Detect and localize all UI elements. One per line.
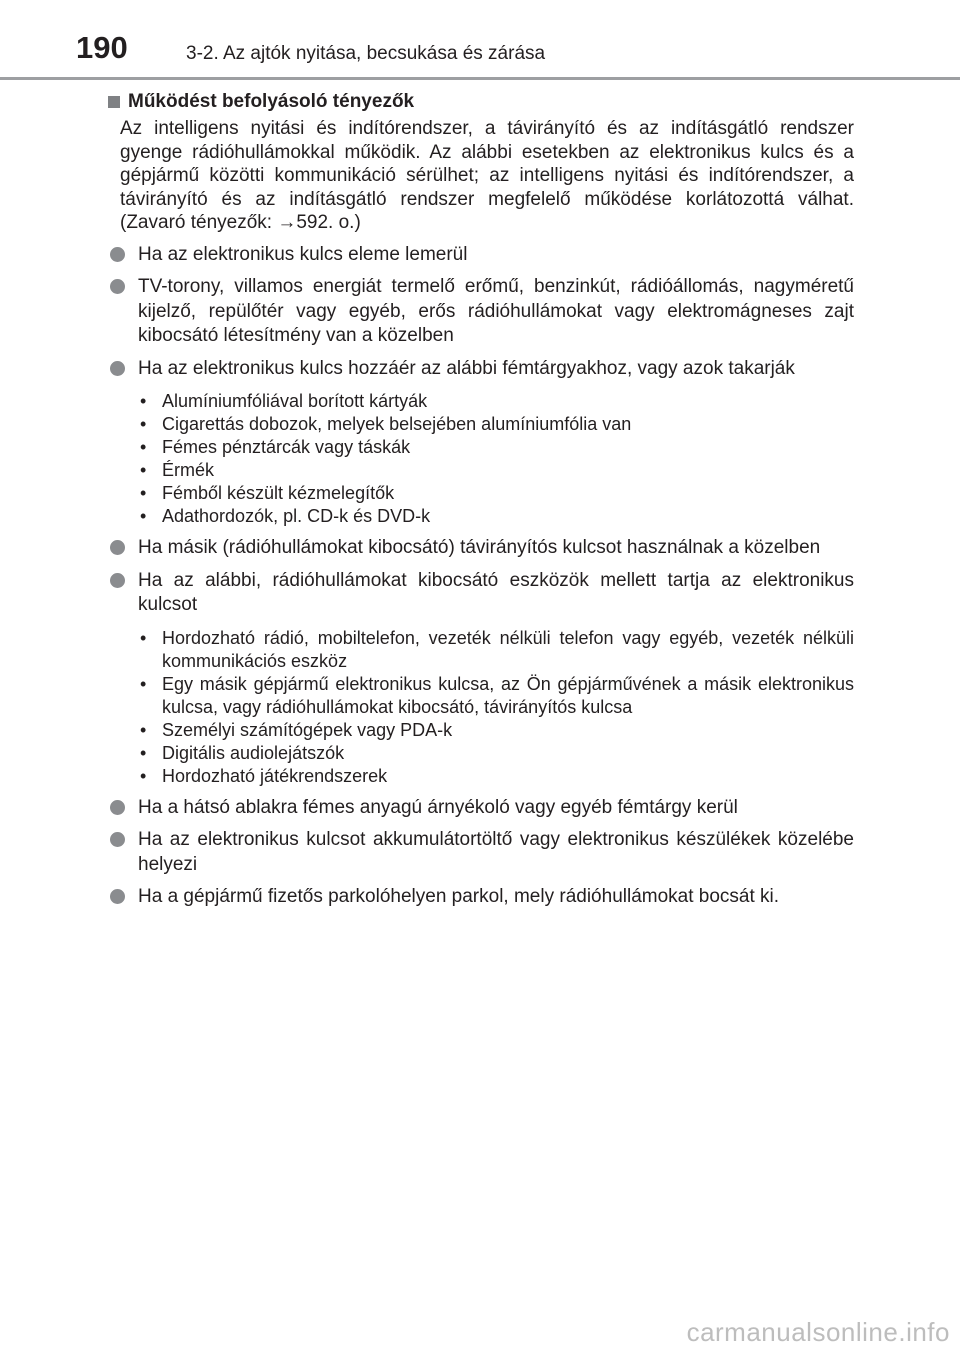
sub-list-item-text: Hordozható rádió, mobiltelefon, vezeték nélküli telefon vagy egyéb, vezeték nélküli kommunikációs eszköz	[162, 627, 854, 671]
page-number: 190	[76, 30, 128, 65]
sub-list-item-text: Érmék	[162, 460, 215, 480]
list-item	[108, 796, 854, 821]
sub-list-item	[138, 742, 854, 765]
bullet-icon: •	[140, 765, 147, 786]
circle-bullet-icon	[110, 800, 125, 815]
circle-bullet-icon	[110, 361, 125, 376]
sub-list-item-text: Digitális audiolejátszók	[162, 742, 345, 763]
sub-list-item	[138, 436, 854, 459]
bullet-icon: •	[140, 460, 147, 480]
section-heading-text: Működést befolyásoló tényezők	[128, 91, 415, 112]
sub-list-item-text: Fémes pénztárcák vagy táskák	[162, 437, 411, 457]
page-header	[0, 0, 960, 80]
sub-list-item	[138, 413, 854, 436]
page-content	[108, 88, 854, 910]
sub-list-item-text: Személyi számítógépek vagy PDA-k	[162, 719, 453, 740]
bullet-icon: •	[140, 437, 147, 457]
sub-list-item-text: Egy másik gépjármű elektronikus kulcsa, az Ön gépjárművének a másik elektronikus kulcsa, vagy rádióhullámokat kibocsátó, távirányítós kulcsa	[162, 673, 854, 717]
sub-list-item-text: Alumíniumfóliával borított kártyák	[162, 391, 428, 411]
list-item-text: Ha a hátsó ablakra fémes anyagú árnyékoló vagy egyéb fémtárgy kerül	[138, 796, 738, 818]
circle-bullet-icon	[110, 573, 125, 588]
circle-bullet-icon	[110, 540, 125, 555]
bullet-icon: •	[140, 719, 147, 740]
chapter-title: 3-2. Az ajtók nyitása, becsukása és zárása	[186, 43, 546, 64]
square-bullet-icon	[108, 96, 120, 108]
bullet-icon: •	[140, 483, 147, 503]
sub-list-item	[138, 627, 854, 673]
sub-list-item	[138, 719, 854, 742]
bullet-icon: •	[140, 414, 147, 434]
sub-list-item-text: Cigarettás dobozok, melyek belsejében alumíniumfólia van	[162, 414, 632, 434]
list-item	[108, 536, 854, 561]
sub-list	[108, 390, 854, 528]
list-item	[108, 569, 854, 618]
sub-list-item	[138, 765, 854, 788]
circle-bullet-icon	[110, 279, 125, 294]
sub-list-item	[138, 390, 854, 413]
bullet-icon: •	[140, 673, 147, 694]
sub-list-item-text: Hordozható játékrendszerek	[162, 765, 388, 786]
list-item	[108, 885, 854, 910]
list-item-text: Ha az elektronikus kulcsot akkumulátortöltő vagy elektronikus készülékek közelébe helyezi	[138, 829, 854, 875]
sub-list-item	[138, 459, 854, 482]
list-item	[108, 357, 854, 382]
bullet-icon: •	[140, 506, 147, 526]
watermark: carmanualsonline.info	[686, 1317, 950, 1347]
list-item	[108, 275, 854, 349]
list-item-text: Ha az elektronikus kulcs hozzáér az alábbi fémtárgyakhoz, vagy azok takarják	[138, 357, 795, 379]
list-item	[108, 828, 854, 877]
list-item-text: Ha másik (rádióhullámokat kibocsátó) távirányítós kulcsot használnak a közelben	[138, 537, 821, 558]
section-heading	[108, 88, 854, 115]
bullet-icon: •	[140, 391, 147, 411]
list-item-text: Ha az elektronikus kulcs eleme lemerül	[138, 243, 468, 265]
sub-list-item	[138, 505, 854, 528]
circle-bullet-icon	[110, 247, 125, 262]
sub-list-item-text: Adathordozók, pl. CD-k és DVD-k	[162, 506, 431, 526]
list-item-text: TV-torony, villamos energiát termelő erőmű, benzinkút, rádióállomás, nagyméretű kijelző, repülőtér vagy egyéb, erős rádióhullámokat vagy elektromágneses zajt kibocsátó létesítmény van a közelben	[138, 276, 854, 346]
bullet-icon: •	[140, 627, 147, 648]
list-item-text: Ha az alábbi, rádióhullámokat kibocsátó eszközök mellett tartja az elektronikus kulcsot	[138, 569, 854, 615]
sub-list-item	[138, 673, 854, 719]
header-divider	[0, 77, 960, 80]
sub-list-item	[138, 482, 854, 505]
circle-bullet-icon	[110, 832, 125, 847]
bullet-icon: •	[140, 742, 147, 763]
list-item	[108, 243, 854, 268]
sub-list	[108, 627, 854, 788]
intro-paragraph: Az intelligens nyitási és indítórendszer, a távirányító és az indításgátló rendszer gyenge rádióhullámokkal működik. Az alábbi esetekben az elektronikus kulcs és a gépjármű közötti kommunikáció sérülhet; az intelligens nyitási és indítórendszer, a távirányító és az indításgátló rendszer megfelelő működése korlátozottá válhat. (Zavaró tényezők: →592. o.)	[120, 118, 854, 233]
sub-list-item-text: Fémből készült kézmelegítők	[162, 483, 395, 503]
circle-bullet-icon	[110, 889, 125, 904]
list-item-text: Ha a gépjármű fizetős parkolóhelyen parkol, mely rádióhullámokat bocsát ki.	[138, 886, 780, 907]
